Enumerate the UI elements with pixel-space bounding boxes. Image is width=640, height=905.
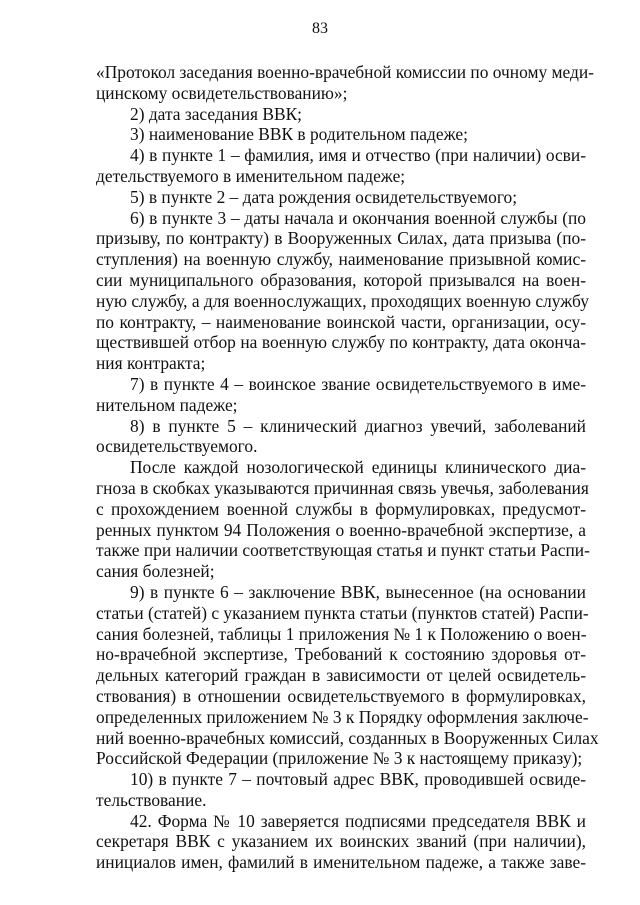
text-line: ступления) на военную службу, наименование призывной комис- [96,249,586,270]
text-line: инициалов имен, фамилий в именительном падеже, а также заве- [96,852,586,873]
text-line: ную службу, а для военнослужащих, проходящих военную службу [96,290,589,311]
text-line: освидетельствуемого. [96,436,258,457]
text-line: тельствование. [96,789,207,810]
text-line: ний военно-врачебных комиссий, созданных в Вооруженных Силах [96,727,599,748]
text-line: 8) в пункте 5 – клинический диагноз увечий, заболеваний [130,415,586,436]
text-line: призыву, по контракту) в Вооруженных Силах, дата призыва (по- [96,228,586,249]
text-line: нительном падеже; [96,394,238,415]
text-line: ренных пунктом 94 Положения о военно-врачебной экспертизе, а [96,519,586,540]
text-line: с прохождением военной службы в формулировках, предусмот- [96,498,586,519]
text-line: 7) в пункте 4 – воинское звание освидетельствуемого в име- [130,373,586,394]
text-line: секретаря ВВК с указанием их воинских званий (при наличии), [96,831,586,852]
text-line: 3) наименование ВВК в родительном падеже; [130,124,468,145]
text-line: ществившей отбор на военную службу по контракту, дата оконча- [96,332,586,353]
text-line: гноза в скобках указываются причинная связь увечья, заболевания [96,477,589,498]
text-line: 42. Форма № 10 заверяется подписями председателя ВВК и [130,810,586,831]
text-line: сания болезней, таблицы 1 приложения № 1 к Положению о воен- [96,623,587,644]
text-line: ния контракта; [96,353,206,374]
text-line: «Протокол заседания военно-врачебной комиссии по очному меди- [96,62,594,82]
text-line: статьи (статей) с указанием пункта статьи (пунктов статей) Распи- [96,602,589,623]
page-number: 83 [312,20,328,37]
text-line: 2) дата заседания ВВК; [130,103,302,124]
text-line: сии муниципального образования, которой призывался на воен- [96,269,586,290]
text-line: 6) в пункте 3 – даты начала и окончания военной службы (по [130,207,586,228]
text-line: также при наличии соответствующая статья и пункт статьи Распи- [96,540,590,561]
text-line: дельных категорий граждан в зависимости от целей освидетель- [96,665,586,686]
text-line: Российской Федерации (приложение № 3 к настоящему приказу); [96,748,583,769]
body-text [96,62,599,873]
text-line: но-врачебной экспертизе, Требований к состоянию здоровья от- [96,644,586,665]
text-line: детельствуемого в именительном падеже; [96,165,406,186]
text-line: 4) в пункте 1 – фамилия, имя и отчество (при наличии) осви- [130,145,586,166]
text-line: определенных приложением № 3 к Порядку оформления заключе- [96,706,589,727]
text-line: ствования) в отношении освидетельствуемого в формулировках, [96,685,586,706]
text-line: по контракту, – наименование воинской части, организации, осу- [96,311,586,332]
text-line: сания болезней; [96,561,215,582]
text-line: 5) в пункте 2 – дата рождения освидетельствуемого; [130,186,518,207]
text-line: цинскому освидетельствованию»; [96,82,348,103]
text-line: 9) в пункте 6 – заключение ВВК, вынесенное (на основании [130,581,586,602]
text-line: После каждой нозологической единицы клинического диа- [130,457,586,478]
text-line: 10) в пункте 7 – почтовый адрес ВВК, проводившей освиде- [130,769,586,790]
